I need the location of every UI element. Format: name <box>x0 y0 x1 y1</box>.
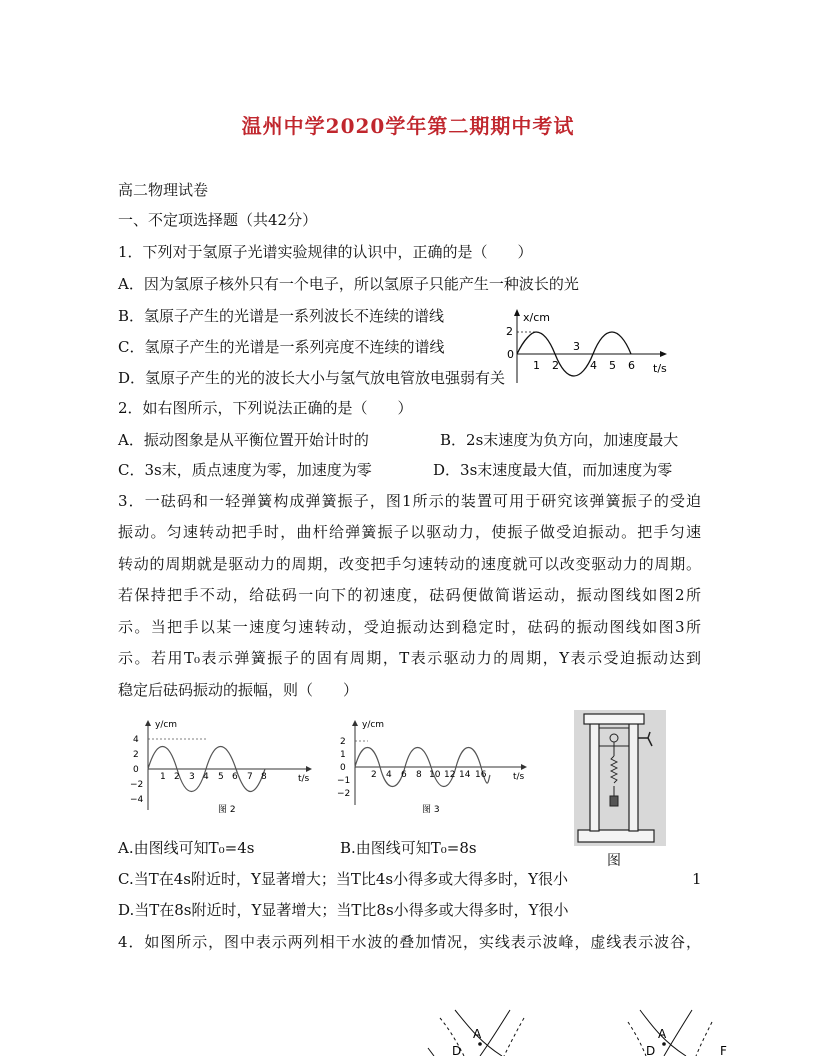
y-tick: 2 <box>340 737 346 747</box>
q3-figure-1-apparatus <box>570 708 670 848</box>
q2-option-c: C．3s末，质点速度为零，加速度为零 <box>118 461 372 479</box>
y-axis-arrow <box>514 309 520 316</box>
q3-option-b: B.由图线可知T₀=8s <box>340 839 477 857</box>
q3-figure-3 <box>325 715 535 815</box>
label-d: D <box>646 1044 656 1056</box>
q2-option-b: B．2s末速度为负方向，加速度最大 <box>440 431 679 449</box>
section-heading: 一、不定项选择题（共42分） <box>118 211 318 229</box>
top-beam <box>584 714 644 724</box>
x-tick-2: 2 <box>552 359 559 372</box>
x-tick: 1 <box>160 772 166 782</box>
q1-option-a: A．因为氢原子核外只有一个电子，所以氢原子只能产生一种波长的光 <box>118 275 579 293</box>
photo-background <box>574 710 666 846</box>
x-tick-0: 0 <box>507 348 514 361</box>
figure-caption: 图 2 <box>218 805 236 815</box>
x-tick: 6 <box>401 770 407 780</box>
x-axis-arrow <box>306 766 312 772</box>
x-tick: 10 <box>429 770 441 780</box>
label-a: A <box>473 1027 482 1041</box>
base <box>578 830 654 842</box>
q3-figure-2 <box>118 715 318 815</box>
q3-line-2: 振动。匀速转动把手时，曲杆给弹簧振子以驱动力，使振子做受迫振动。把手匀速 <box>118 523 701 541</box>
y-tick-2: 2 <box>506 325 513 338</box>
q3-line-6: 示。若用T₀表示弹簧振子的固有周期，T表示驱动力的周期，Y表示受迫振动达到 <box>118 649 701 667</box>
y-axis-label: y/cm <box>362 720 385 730</box>
x-tick: 2 <box>371 770 377 780</box>
y-axis-label: y/cm <box>155 720 178 730</box>
y-axis-arrow <box>145 720 151 726</box>
x-tick: 12 <box>444 770 456 780</box>
x-tick: 7 <box>247 772 253 782</box>
figure-1-number: 1 <box>692 870 702 888</box>
q3-line-7: 稳定后砝码振动的振幅，则（ ） <box>118 681 359 699</box>
trough-line <box>628 1022 646 1056</box>
x-tick: 3 <box>189 772 195 782</box>
q3-line-5: 示。当把手以某一速度匀速转动，受迫振动达到稳定时，砝码的振动图线如图3所 <box>118 618 701 636</box>
y-tick: −1 <box>337 776 351 786</box>
label-f: F <box>720 1044 727 1056</box>
wave-stroke <box>428 1048 434 1056</box>
q1-option-d: D．氢原子产生的光的波长大小与氢气放电管放电强弱有关 <box>118 369 506 387</box>
crest-line <box>480 1010 510 1056</box>
q1-stem: 1．下列对于氢原子光谱实验规律的认识中，正确的是（ ） <box>118 243 533 261</box>
x-axis-label: t/s <box>298 774 310 784</box>
y-tick: −2 <box>337 789 351 799</box>
q3-line-4: 若保持把手不动，给砝码一向下的初速度，砝码便做简谐运动，振动图线如图2所 <box>118 586 701 604</box>
q4-wave-figure-left <box>420 1008 550 1056</box>
x-tick: 4 <box>203 772 209 782</box>
y-tick: −4 <box>130 795 144 805</box>
left-post <box>590 718 599 831</box>
q2-option-d: D．3s末速度最大值，而加速度为零 <box>433 461 673 479</box>
q3-option-c: C.当T在4s附近时，Y显著增大；当T比4s小得多或大得多时，Y很小 <box>118 870 569 888</box>
q2-vibration-graph <box>495 308 675 388</box>
figure-1-caption: 图 <box>607 853 621 869</box>
x-tick: 5 <box>218 772 224 782</box>
figure-caption: 图 3 <box>422 805 440 815</box>
x-tick: 6 <box>232 772 238 782</box>
q4-wave-figure-right <box>620 1008 750 1056</box>
y-tick: 4 <box>133 735 139 745</box>
x-tick-4: 4 <box>590 359 597 372</box>
x-axis-arrow <box>521 764 527 770</box>
x-tick-5: 5 <box>609 359 616 372</box>
x-tick: 8 <box>416 770 422 780</box>
point-a <box>662 1042 666 1046</box>
x-tick: 2 <box>174 772 180 782</box>
x-tick-1: 1 <box>533 359 540 372</box>
y-tick: 0 <box>340 763 346 773</box>
q3-option-d: D.当T在8s附近时，Y显著增大；当T比8s小得多或大得多时，Y很小 <box>118 901 569 919</box>
x-tick: 16 <box>475 770 487 780</box>
x-tick: 8 <box>261 772 267 782</box>
y-tick: 1 <box>340 750 346 760</box>
q1-option-c: C．氢原子产生的光谱是一系列亮度不连续的谱线 <box>118 338 445 356</box>
q4-stem: 4．如图所示，图中表示两列相干水波的叠加情况，实线表示波峰，虚线表示波谷， <box>118 933 701 951</box>
x-axis-label: t/s <box>653 362 667 375</box>
point-a <box>478 1042 482 1046</box>
y-tick: 2 <box>133 750 139 760</box>
q3-line-1: 3．一砝码和一轻弹簧构成弹簧振子，图1所示的装置可用于研究该弹簧振子的受迫 <box>118 492 701 510</box>
x-axis-arrow <box>660 351 667 357</box>
y-tick: −2 <box>130 780 144 790</box>
q3-line-3: 转动的周期就是驱动力的周期，改变把手匀速转动的速度就可以改变驱动力的周期。 <box>118 555 701 573</box>
y-axis-arrow <box>352 720 358 726</box>
crest-line <box>664 1010 692 1056</box>
y-tick: 0 <box>133 765 139 775</box>
trough-line <box>504 1018 524 1056</box>
label-a: A <box>658 1027 667 1041</box>
q1-option-b: B．氢原子产生的光谱是一系列波长不连续的谱线 <box>118 307 445 325</box>
x-tick: 14 <box>459 770 471 780</box>
y-axis-label: x/cm <box>523 311 550 324</box>
exam-title: 温州中学2020学年第二期期中考试 <box>241 114 575 138</box>
x-tick-3: 3 <box>573 340 580 353</box>
weight <box>610 796 618 806</box>
right-post <box>629 718 638 831</box>
label-d: D <box>452 1044 462 1056</box>
subject-label: 高二物理试卷 <box>118 181 209 199</box>
q2-stem: 2．如右图所示，下列说法正确的是（ ） <box>118 399 413 417</box>
x-tick: 4 <box>386 770 392 780</box>
x-axis-label: t/s <box>513 772 525 782</box>
q2-option-a: A．振动图象是从平衡位置开始计时的 <box>118 431 369 449</box>
q3-option-a: A.由图线可知T₀=4s <box>118 839 255 857</box>
x-tick-6: 6 <box>628 359 635 372</box>
trough-line <box>696 1022 712 1056</box>
